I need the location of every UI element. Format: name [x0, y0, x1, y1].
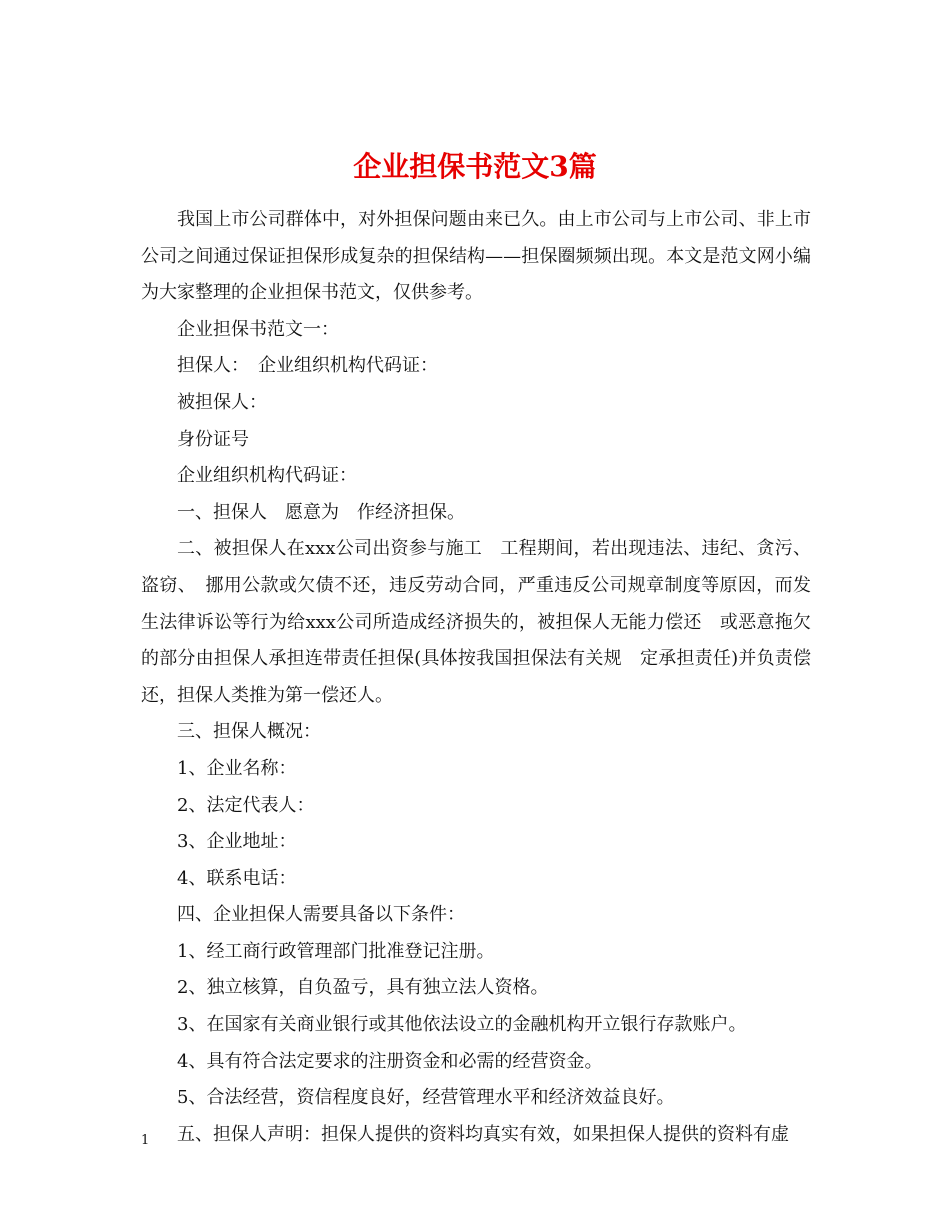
company-address-line: 3、企业地址：: [177, 831, 297, 853]
guarantor-line: 担保人： 企业组织机构代码证：: [177, 355, 438, 377]
contact-phone-line: 4、联系电话：: [177, 867, 297, 889]
condition-three: 3、在国家有关商业银行或其他依法设立的金融机构开立银行存款账户。: [177, 1014, 747, 1036]
clause-four-heading: 四、企业担保人需要具备以下条件：: [177, 904, 465, 926]
page-number: 1: [141, 1133, 150, 1148]
company-name-line: 1、企业名称：: [177, 757, 297, 779]
condition-two: 2、独立核算，自负盈亏，具有独立法人资格。: [177, 977, 549, 999]
condition-one: 1、经工商行政管理部门批准登记注册。: [177, 940, 495, 962]
clause-five: 五、担保人声明：担保人提供的资料均真实有效，如果担保人提供的资料有虚: [177, 1123, 789, 1145]
sample-one-heading: 企业担保书范文一：: [177, 318, 339, 340]
intro-paragraph: 我国上市公司群体中，对外担保问题由来已久。由上市公司与上市公司、非上市公司之间通过保证担保形成复杂的担保结构——担保圈频频出现。本文是范文网小编为大家整理的企业担保书范文，仅供参考。: [141, 209, 811, 304]
clause-one: 一、担保人 愿意为 作经济担保。: [177, 501, 465, 523]
document-title: 企业担保书范文3篇: [353, 149, 597, 183]
guaranteed-party-line: 被担保人：: [177, 391, 267, 413]
legal-representative-line: 2、法定代表人：: [177, 794, 315, 816]
document-body: [141, 202, 811, 1153]
clause-two: 二、被担保人在xxx公司出资参与施工 工程期间，若出现违法、违纪、贪污、盗窃、 挪用公款或欠债不还，违反劳动合同，严重违反公司规章制度等原因，而发生法律诉讼等行为给xxx公司所造成经济损失的，被担保人无能力偿还 或恶意拖欠的部分由担保人承担连带责任担保(具体按我国担保法有关规 定承担责任)并负责偿还，担保人类推为第一偿还人。: [141, 538, 811, 706]
id-number-line: 身份证号: [177, 428, 249, 450]
condition-five: 5、合法经营，资信程度良好，经营管理水平和经济效益良好。: [177, 1087, 675, 1109]
condition-four: 4、具有符合法定要求的注册资金和必需的经营资金。: [177, 1050, 603, 1072]
clause-three-heading: 三、担保人概况：: [177, 721, 321, 743]
organization-code-line: 企业组织机构代码证：: [177, 465, 357, 487]
